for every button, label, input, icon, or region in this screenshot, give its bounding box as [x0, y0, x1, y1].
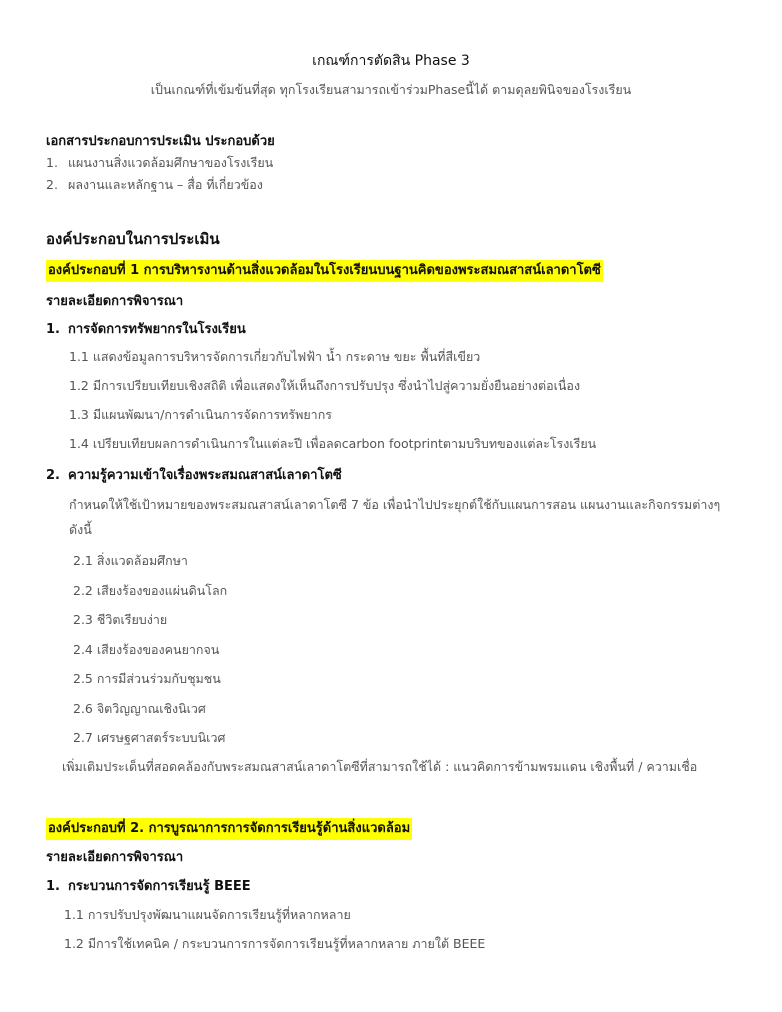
- documents-item-text: ผลงานและหลักฐาน – สื่อ ที่เกี่ยวข้อง: [68, 177, 263, 192]
- list-item: 2.6 จิตวิญญาณเชิงนิเวศ: [73, 701, 206, 716]
- component2-detail-label: รายละเอียดการพิจารณา: [46, 850, 184, 865]
- documents-item-text: แผนงานสิ่งแวดล้อมศึกษาของโรงเรียน: [68, 155, 274, 170]
- list-item: 1.1 แสดงข้อมูลการบริหารจัดการเกี่ยวกับไฟฟ้า น้ำ กระดาษ ขยะ พื้นที่สีเขียว: [69, 349, 481, 364]
- section-number: 1.: [46, 879, 60, 894]
- section-number: 2.: [46, 468, 60, 483]
- component1-section1-title: [46, 318, 246, 339]
- list-item: 1.4 เปรียบเทียบผลการดำเนินการในแต่ละปี เพื่อลดcarbon footprintตามบริบทของแต่ละโรงเรียน: [69, 436, 597, 451]
- list-item: 1.3 มีแผนพัฒนา/การดำเนินการจัดการทรัพยากร: [69, 407, 332, 422]
- section2-intro: กำหนดให้ใช้เป้าหมายของพระสมณสาสน์เลาดาโตซี 7 ข้อ เพื่อนำไปประยุกต์ใช้กับแผนการสอน แผนงานและกิจกรรมต่างๆ ดังนี้: [69, 497, 721, 537]
- component1-section2-title: [46, 464, 342, 485]
- component1-detail-label: รายละเอียดการพิจารณา: [46, 294, 184, 309]
- list-item: 1.2 มีการใช้เทคนิค / กระบวนการการจัดการเรียนรู้ที่หลากหลาย ภายใต้ BEEE: [64, 936, 486, 951]
- list-item: 2.2 เสียงร้องของแผ่นดินโลก: [73, 583, 228, 598]
- page-title: เกณฑ์การตัดสิน Phase 3: [312, 53, 470, 69]
- page-subtitle: เป็นเกณฑ์ที่เข้มข้นที่สุด ทุกโรงเรียนสามารถเข้าร่วมPhaseนี้ได้ ตามดุลยพินิจของโรงเรียน: [150, 82, 632, 97]
- component2-heading-text: องค์ประกอบที่ 2. การบูรณาการการจัดการเรียนรู้ด้านสิ่งแวดล้อม: [46, 818, 412, 840]
- list-item: 2.7 เศรษฐศาสตร์ระบบนิเวศ: [73, 730, 226, 745]
- documents-item: [46, 175, 263, 195]
- section-title: การจัดการทรัพยากรในโรงเรียน: [68, 322, 246, 337]
- section-title: ความรู้ความเข้าใจเรื่องพระสมณสาสน์เลาดาโตซี: [68, 468, 342, 483]
- list-item: 2.1 สิ่งแวดล้อมศึกษา: [73, 553, 188, 568]
- component1-heading-text: องค์ประกอบที่ 1 การบริหารงานด้านสิ่งแวดล้อมในโรงเรียนบนฐานคิดของพระสมณสาสน์เลาดาโตซี: [46, 260, 603, 282]
- documents-item-number: 1.: [46, 155, 58, 170]
- documents-item-number: 2.: [46, 177, 58, 192]
- section2-note: เพิ่มเติมประเด็นที่สอดคล้องกับพระสมณสาสน์เลาดาโตซีที่สามารถใช้ได้ : แนวคิดการข้ามพรมแดน เชิงพื้นที่ / ความเชื่อ: [62, 759, 698, 774]
- list-item: 2.5 การมีส่วนร่วมกับชุมชน: [73, 671, 221, 686]
- component2-section1-title: [46, 875, 251, 896]
- component2-heading: [46, 817, 412, 838]
- section-title: กระบวนการจัดการเรียนรู้ BEEE: [68, 879, 251, 894]
- documents-heading: เอกสารประกอบการประเมิน ประกอบด้วย: [46, 134, 275, 149]
- component1-heading: [46, 259, 603, 280]
- list-item: 2.4 เสียงร้องของคนยากจน: [73, 642, 220, 657]
- components-heading: องค์ประกอบในการประเมิน: [46, 230, 220, 248]
- list-item: 2.3 ชีวิตเรียบง่าย: [73, 612, 168, 627]
- documents-item: [46, 153, 273, 173]
- list-item: 1.2 มีการเปรียบเทียบเชิงสถิติ เพื่อแสดงให้เห็นถึงการปรับปรุง ซึ่งนำไปสู่ความยั่งยืนอย่างต่อเนื่อง: [69, 378, 581, 393]
- list-item: 1.1 การปรับปรุงพัฒนาแผนจัดการเรียนรู้ที่หลากหลาย: [64, 907, 351, 922]
- section-number: 1.: [46, 322, 60, 337]
